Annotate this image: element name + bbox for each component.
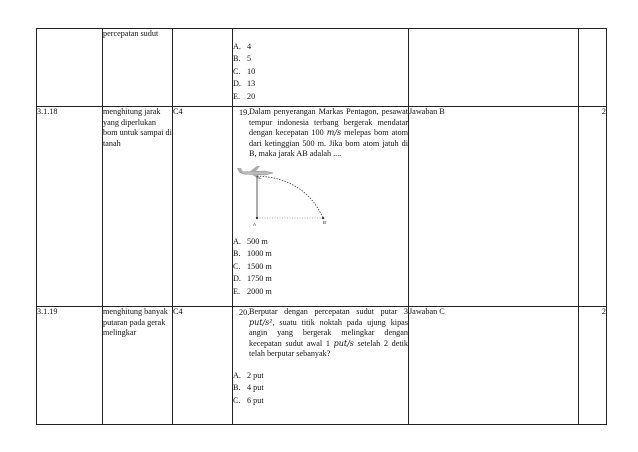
option-d: D. 13 [233, 79, 256, 89]
score-value: 2 [601, 307, 606, 316]
unit-math: put/s [333, 338, 354, 348]
score-value: 2 [601, 107, 606, 116]
answer-key: Jawaban C [409, 307, 445, 316]
objective-text: percepatan sudut [103, 29, 159, 38]
option-c: C. 10 [233, 66, 256, 76]
score-cell [579, 29, 607, 107]
table-row-continued [37, 29, 607, 107]
answer-cell [409, 307, 579, 425]
objective-cell [103, 29, 173, 107]
indicator-code: 3.1.18 [37, 107, 58, 116]
question-number: 20. [239, 308, 250, 317]
unit-math: put/s² [249, 317, 273, 327]
table-row-q19 [37, 107, 607, 307]
option-b: B. 1000 m [233, 249, 272, 259]
option-b: B. 5 [233, 54, 252, 64]
question-cell [233, 307, 409, 425]
option-e: E. 20 [233, 91, 256, 101]
question-text: Berputar dengan percepatan sudut putar 3 put/s², suatu titik noktah pada ujung kipas angin yang bergerak melingkar dengan kecepatan sudut awal 1 put/s setelah 2 detik telah berputar sebanyak? [249, 307, 408, 359]
question-cell [233, 107, 409, 307]
question-cell [233, 29, 409, 107]
option-a: A. 2 put [233, 370, 264, 380]
option-d: D. 1750 m [233, 274, 272, 284]
level-cell [173, 307, 233, 425]
cognitive-level: C4 [173, 107, 183, 116]
table-row-q20 [37, 307, 607, 425]
option-c: C. 6 put [233, 395, 264, 405]
question-table [36, 28, 607, 425]
option-a: A. 4 [233, 42, 252, 51]
empty-cell [37, 29, 103, 107]
answer-cell [409, 107, 579, 307]
level-cell [173, 29, 233, 107]
answer-key: Jawaban B [409, 107, 445, 116]
airplane-icon [237, 166, 273, 179]
option-b: B. 4 put [233, 383, 264, 393]
question-text: Dalam penyerangan Markas Pentagon, pesawat tempur indonesia terbang bergerak mendatar dengan kecepatan 100 m/s melepas bom atom dari ketinggian 500 m. Jika bom atom jatuh di B, maka jarak AB adalah .... [249, 107, 408, 159]
code-cell [37, 107, 103, 307]
option-e: E. 2000 m [233, 286, 272, 296]
label-a: A [253, 221, 257, 227]
label-b: B [323, 219, 327, 225]
option-c: C. 1500 m [233, 261, 272, 271]
objective-cell [103, 307, 173, 425]
indicator-code: 3.1.19 [37, 307, 58, 316]
trajectory-curve [257, 176, 323, 218]
score-cell [579, 107, 607, 307]
answer-cell [409, 29, 579, 107]
level-cell [173, 107, 233, 307]
option-list [233, 370, 408, 407]
score-cell [579, 307, 607, 425]
objective-text: menghitung banyak putaran pada gerak melingkar [103, 307, 168, 338]
option-a: A. 500 m [233, 236, 268, 246]
option-list [233, 41, 408, 103]
cognitive-level: C4 [173, 307, 183, 316]
objective-text: menghitung jarak yang diperlukan bom untuk sampai di tanah [103, 107, 172, 148]
question-number: 19. [239, 108, 250, 117]
code-cell [37, 307, 103, 425]
unit-math: m/s [326, 128, 342, 138]
objective-cell [103, 107, 173, 307]
option-list [233, 236, 408, 298]
projectile-figure [235, 162, 345, 234]
